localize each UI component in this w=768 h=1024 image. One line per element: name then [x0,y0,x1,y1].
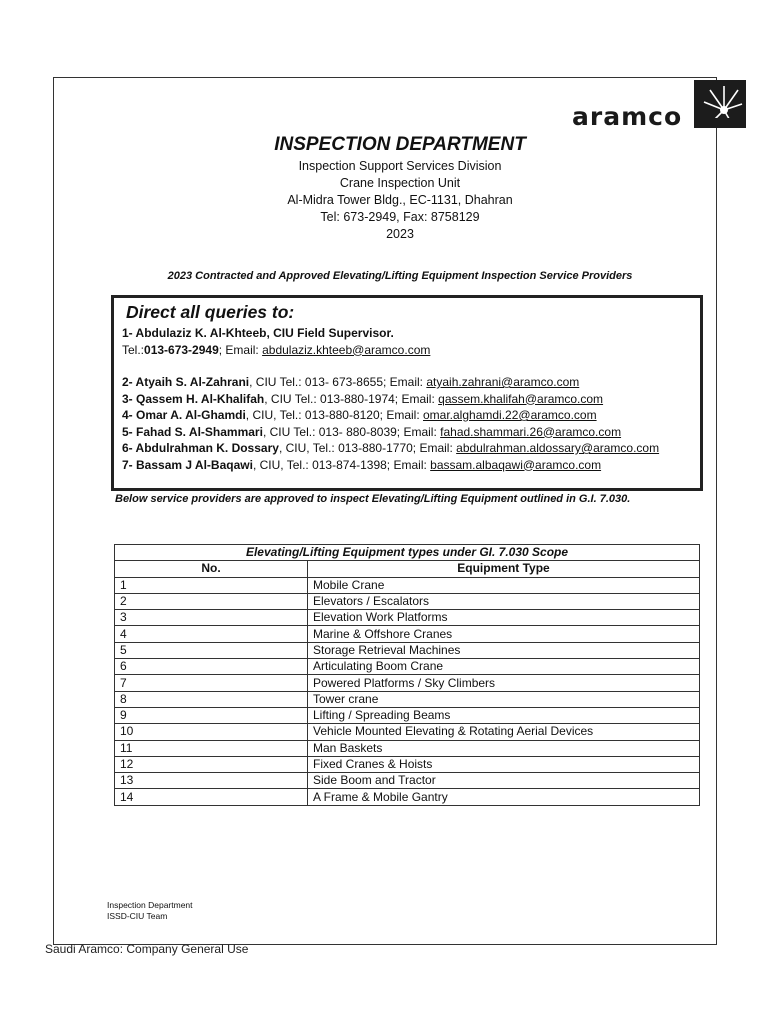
footer-line-department: Inspection Department [107,900,193,910]
equipment-type: Elevation Work Platforms [308,610,700,626]
equipment-type: Powered Platforms / Sky Climbers [308,675,700,691]
table-row [115,740,700,756]
contact-email-link[interactable]: atyaih.zahrani@aramco.com [426,375,580,389]
contact-item [122,407,692,424]
table-row [115,642,700,658]
contact-details: , CIU Tel.: 013-880-1974; Email: [264,391,439,406]
equipment-type: Articulating Boom Crane [308,659,700,675]
table-caption: Elevating/Lifting Equipment types under GI. 7.030 Scope [115,545,700,561]
header-line-division: Inspection Support Services Division [298,159,502,173]
equipment-type: Man Baskets [308,740,700,756]
contact-details: , CIU Tel.: 013- 880-8039; Email: [262,424,441,439]
contact-name: 6- Abdulrahman K. Dossary [122,441,279,455]
row-number: 13 [115,773,308,789]
classification-label: Saudi Aramco: Company General Use [45,942,249,956]
tel-label: Tel.: [122,342,145,357]
contact-primary-email-link[interactable]: abdulaziz.khteeb@aramco.com [262,342,431,357]
approval-note: Below service providers are approved to inspect Elevating/Lifting Equipment outlined in G.I. 7.030. [115,493,631,505]
row-number: 6 [115,659,308,675]
document-subtitle: 2023 Contracted and Approved Elevating/Lifting Equipment Inspection Service Providers [167,270,633,282]
table-row [115,577,700,593]
row-number: 7 [115,675,308,691]
row-number: 12 [115,756,308,772]
contact-name: 2- Atyaih S. Al-Zahrani [122,375,250,389]
contact-email-link[interactable]: abdulrahman.aldossary@aramco.com [456,441,660,455]
queries-heading: Direct all queries to: [126,302,295,322]
row-number: 5 [115,642,308,658]
row-number: 1 [115,577,308,593]
equipment-type: Vehicle Mounted Elevating & Rotating Aerial Devices [308,724,700,740]
row-number: 11 [115,740,308,756]
row-number: 10 [115,724,308,740]
row-number: 8 [115,691,308,707]
header-line-phone: Tel: 673-2949, Fax: 8758129 [320,210,480,224]
table-row [115,691,700,707]
header-line-unit: Crane Inspection Unit [339,176,461,190]
table-row [115,773,700,789]
table-row [115,626,700,642]
column-header-type: Equipment Type [308,561,700,577]
footer-line-team: ISSD-CIU Team [107,911,168,921]
column-header-no: No. [115,561,308,577]
contact-name: 4- Omar A. Al-Ghamdi [122,408,246,422]
spacer [122,358,692,374]
row-number: 9 [115,707,308,723]
contact-details: , CIU, Tel.: 013-880-8120; Email: [245,408,423,422]
contact-primary-info [122,342,692,359]
row-number: 2 [115,593,308,609]
table-row [115,675,700,691]
table-caption-row [115,545,700,561]
contact-details: , CIU, Tel.: 013-874-1398; Email: [252,457,431,472]
contact-name: 5- Fahad S. Al-Shammari [122,424,263,439]
department-title: INSPECTION DEPARTMENT [274,134,526,155]
header [200,134,600,243]
footer [107,900,193,922]
table-row [115,707,700,723]
contact-item [122,374,692,391]
contact-name: 3- Qassem H. Al-Khalifah [122,391,265,406]
equipment-table [114,544,700,806]
equipment-type: Side Boom and Tractor [308,773,700,789]
equipment-type: A Frame & Mobile Gantry [308,789,700,805]
table-body [115,577,700,805]
table-row [115,659,700,675]
queries-box [111,295,703,491]
table-row [115,724,700,740]
row-number: 14 [115,789,308,805]
contact-email-link[interactable]: bassam.albaqawi@aramco.com [430,457,602,472]
contact-email-link[interactable]: qassem.khalifah@aramco.com [438,391,604,406]
equipment-type: Fixed Cranes & Hoists [308,756,700,772]
equipment-type: Marine & Offshore Cranes [308,626,700,642]
contact-email-link[interactable]: omar.alghamdi.22@aramco.com [423,408,597,422]
equipment-type: Lifting / Spreading Beams [308,707,700,723]
table-row [115,610,700,626]
equipment-type: Storage Retrieval Machines [308,642,700,658]
row-number: 3 [115,610,308,626]
contact-primary-name: 1- Abdulaziz K. Al-Khteeb, CIU Field Supervisor. [122,326,394,340]
header-line-year: 2023 [386,227,414,241]
table-header-row [115,561,700,577]
contact-item [122,440,692,457]
contact-primary-tel: 013-673-2949 [144,342,219,357]
aramco-star-logo-icon [694,80,746,128]
logo-text: aramco [572,102,683,131]
row-number: 4 [115,626,308,642]
table-row [115,789,700,805]
equipment-type: Elevators / Escalators [308,593,700,609]
aramco-logo [572,80,748,130]
contact-details: , CIU, Tel.: 013-880-1770; Email: [278,441,457,455]
contact-email-link[interactable]: fahad.shammari.26@aramco.com [440,424,622,439]
contact-item [122,457,692,474]
header-line-address: Al-Midra Tower Bldg., EC-1131, Dhahran [287,193,513,207]
contact-item [122,424,692,441]
contact-item [122,391,692,408]
email-label: ; Email: [218,342,263,357]
contact-name: 7- Bassam J Al-Baqawi [122,457,253,472]
table-row [115,593,700,609]
contact-primary [122,325,692,342]
table-row [115,756,700,772]
equipment-type: Mobile Crane [308,577,700,593]
contact-details: , CIU Tel.: 013- 673-8655; Email: [249,375,427,389]
equipment-type: Tower crane [308,691,700,707]
